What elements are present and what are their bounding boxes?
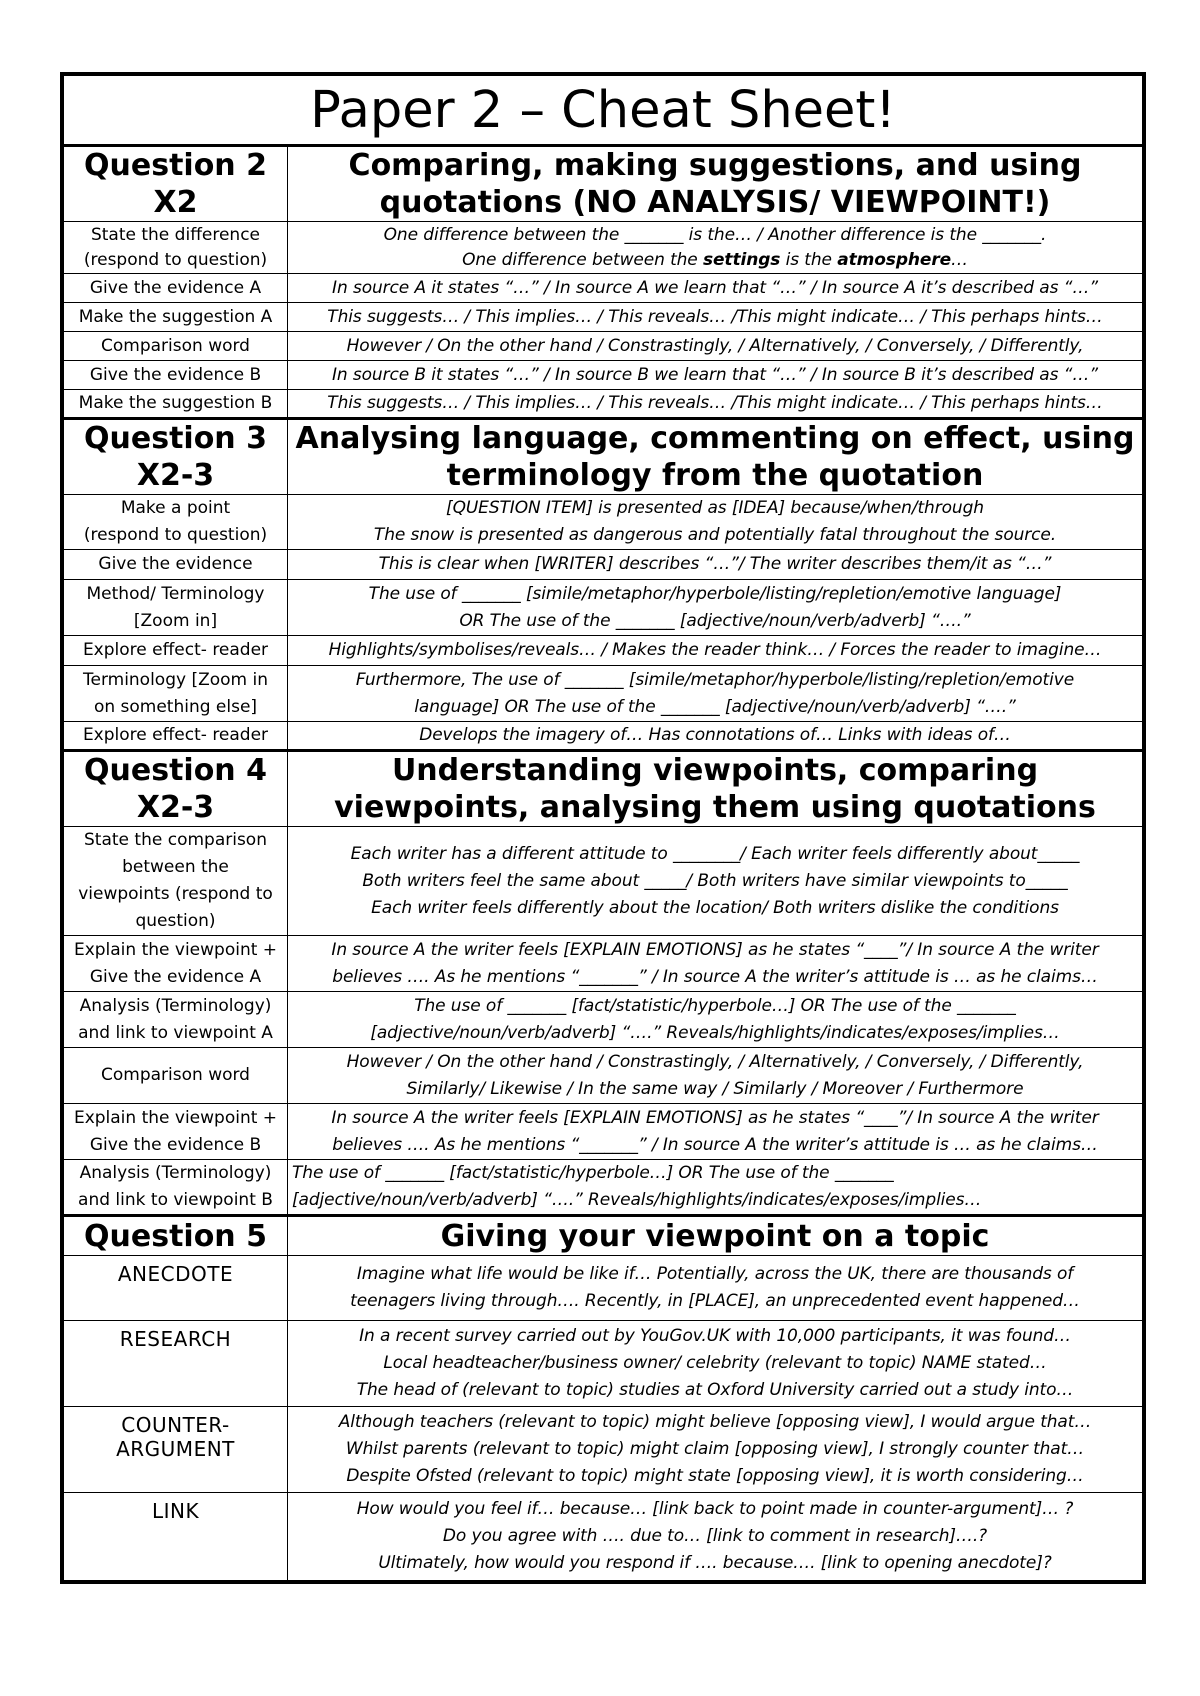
table-row: [64, 1321, 1143, 1407]
content-line: [292, 248, 1138, 273]
row-label: RESEARCH: [64, 1321, 288, 1407]
table-row: [64, 222, 1143, 274]
table-row: [64, 1256, 1143, 1321]
table-row: [64, 636, 1143, 666]
q3-header-row: [64, 419, 1143, 495]
row-label: Method/ Terminology [Zoom in]: [64, 580, 288, 636]
row-content: However / On the other hand / Constrastingly, / Alternatively, / Conversely, / Differently,: [288, 332, 1143, 361]
q2-label: Question 2 X2: [64, 146, 288, 222]
row-content: In a recent survey carried out by YouGov.UK with 10,000 participants, it was found… Local headteacher/business owner/ celebrity (relevant to topic) NAME stated… The head of (relevant to topic) studies at Oxford University carried out a study into…: [288, 1321, 1143, 1407]
row-label: State the difference (respond to question): [64, 222, 288, 274]
content-text: One difference between the: [462, 249, 703, 270]
row-label: Give the evidence A: [64, 274, 288, 303]
row-content: [QUESTION ITEM] is presented as [IDEA] because/when/through The snow is presented as dangerous and potentially fatal throughout the source.: [288, 495, 1143, 550]
cheat-sheet-table: [63, 75, 1143, 1581]
row-content: In source A the writer feels [EXPLAIN EMOTIONS] as he states “____”/ In source A the writer believes …. As he mentions “_______” / In source A the writer’s attitude is … as he claims…: [288, 1104, 1143, 1160]
table-row: [64, 1048, 1143, 1104]
row-label: Make the suggestion A: [64, 303, 288, 332]
cheat-sheet: [60, 72, 1146, 1584]
table-row: [64, 666, 1143, 722]
table-row: [64, 361, 1143, 390]
q5-header-row: [64, 1216, 1143, 1256]
row-content: This suggests… / This implies… / This reveals… /This might indicate… / This perhaps hints…: [288, 390, 1143, 419]
q4-header-row: [64, 751, 1143, 827]
row-label: ANECDOTE: [64, 1256, 288, 1321]
row-label: Terminology [Zoom in on something else]: [64, 666, 288, 722]
row-label: Give the evidence B: [64, 361, 288, 390]
row-content: The use of _______ [fact/statistic/hyperbole…] OR The use of the _______ [adjective/noun/verb/adverb] “….” Reveals/highlights/indicates/exposes/implies…: [288, 992, 1143, 1048]
q5-label: Question 5: [64, 1216, 288, 1256]
row-content: However / On the other hand / Constrastingly, / Alternatively, / Conversely, / Differently, Similarly/ Likewise / In the same way / Similarly / Moreover / Furthermore: [288, 1048, 1143, 1104]
row-content: The use of _______ [fact/statistic/hyperbole…] OR The use of the _______ [adjective/noun/verb/adverb] “….” Reveals/highlights/indicates/exposes/implies…: [288, 1160, 1143, 1216]
table-row: [64, 1160, 1143, 1216]
content-text: …: [951, 249, 968, 270]
row-label: State the comparison between the viewpoints (respond to question): [64, 827, 288, 936]
table-row: [64, 332, 1143, 361]
table-row: [64, 992, 1143, 1048]
row-label: Analysis (Terminology) and link to viewpoint B: [64, 1160, 288, 1216]
content-text: is the: [780, 249, 838, 270]
q2-header-row: [64, 146, 1143, 222]
row-content: This is clear when [WRITER] describes “…”/ The writer describes them/it as “…”: [288, 550, 1143, 580]
q3-heading: Analysing language, commenting on effect, using terminology from the quotation: [288, 419, 1143, 495]
row-label: Explain the viewpoint + Give the evidence A: [64, 936, 288, 992]
table-row: [64, 722, 1143, 751]
q2-heading: Comparing, making suggestions, and using quotations (NO ANALYSIS/ VIEWPOINT!): [288, 146, 1143, 222]
table-row: [64, 550, 1143, 580]
table-row: [64, 274, 1143, 303]
emphasis-text: settings: [702, 249, 781, 270]
table-row: [64, 1493, 1143, 1581]
q4-label: Question 4 X2-3: [64, 751, 288, 827]
table-row: [64, 936, 1143, 992]
row-content: How would you feel if… because… [link back to point made in counter-argument]… ? Do you agree with …. due to… [link to comment in research]….? Ultimately, how would you respond if …. because…. [link to opening anecdote]?: [288, 1493, 1143, 1581]
table-row: [64, 580, 1143, 636]
row-content: In source A it states “…” / In source A we learn that “…” / In source A it’s described as “…”: [288, 274, 1143, 303]
row-content: Imagine what life would be like if… Potentially, across the UK, there are thousands of teenagers living through…. Recently, in [PLACE], an unprecedented event happened…: [288, 1256, 1143, 1321]
table-row: [64, 495, 1143, 550]
row-label: Make a point (respond to question): [64, 495, 288, 550]
q4-heading: Understanding viewpoints, comparing viewpoints, analysing them using quotations: [288, 751, 1143, 827]
table-row: [64, 390, 1143, 419]
row-content: In source B it states “…” / In source B we learn that “…” / In source B it’s described as “…”: [288, 361, 1143, 390]
row-content: This suggests… / This implies… / This reveals… /This might indicate… / This perhaps hints…: [288, 303, 1143, 332]
table-row: [64, 303, 1143, 332]
table-row: [64, 1104, 1143, 1160]
table-row: [64, 1407, 1143, 1493]
row-label: Explore effect- reader: [64, 636, 288, 666]
row-content: Highlights/symbolises/reveals… / Makes the reader think… / Forces the reader to imagine…: [288, 636, 1143, 666]
row-content: The use of _______ [simile/metaphor/hyperbole/listing/repletion/emotive language] OR The use of the _______ [adjective/noun/verb/adverb] “….”: [288, 580, 1143, 636]
content-line: One difference between the _______ is the… / Another difference is the _______.: [383, 224, 1047, 245]
row-label: COUNTER- ARGUMENT: [64, 1407, 288, 1493]
row-label: Comparison word: [64, 1048, 288, 1104]
row-content: Develops the imagery of… Has connotations of… Links with ideas of…: [288, 722, 1143, 751]
row-label: Comparison word: [64, 332, 288, 361]
row-label: Make the suggestion B: [64, 390, 288, 419]
row-label: Analysis (Terminology) and link to viewpoint A: [64, 992, 288, 1048]
title-row: [64, 76, 1143, 146]
row-content: Each writer has a different attitude to ________/ Each writer feels differently about_____ Both writers feel the same about _____/ Both writers have similar viewpoints to_____ Each writer feels differently about the location/ Both writers dislike the conditions: [288, 827, 1143, 936]
row-content: In source A the writer feels [EXPLAIN EMOTIONS] as he states “____”/ In source A the writer believes …. As he mentions “_______” / In source A the writer’s attitude is … as he claims…: [288, 936, 1143, 992]
q5-heading: Giving your viewpoint on a topic: [288, 1216, 1143, 1256]
table-row: [64, 827, 1143, 936]
row-content: Furthermore, The use of _______ [simile/metaphor/hyperbole/listing/repletion/emotive language] OR The use of the _______ [adjective/noun/verb/adverb] “….”: [288, 666, 1143, 722]
row-label: Explore effect- reader: [64, 722, 288, 751]
row-label: Give the evidence: [64, 550, 288, 580]
page-title: Paper 2 – Cheat Sheet!: [64, 76, 1143, 146]
row-content: Although teachers (relevant to topic) might believe [opposing view], I would argue that… Whilst parents (relevant to topic) might claim [opposing view], I strongly counter that… Despite Ofsted (relevant to topic) might state [opposing view], it is worth considering…: [288, 1407, 1143, 1493]
row-content: [288, 222, 1143, 274]
row-label: LINK: [64, 1493, 288, 1581]
emphasis-text: atmosphere: [837, 249, 952, 270]
row-label: Explain the viewpoint + Give the evidence B: [64, 1104, 288, 1160]
q3-label: Question 3 X2-3: [64, 419, 288, 495]
